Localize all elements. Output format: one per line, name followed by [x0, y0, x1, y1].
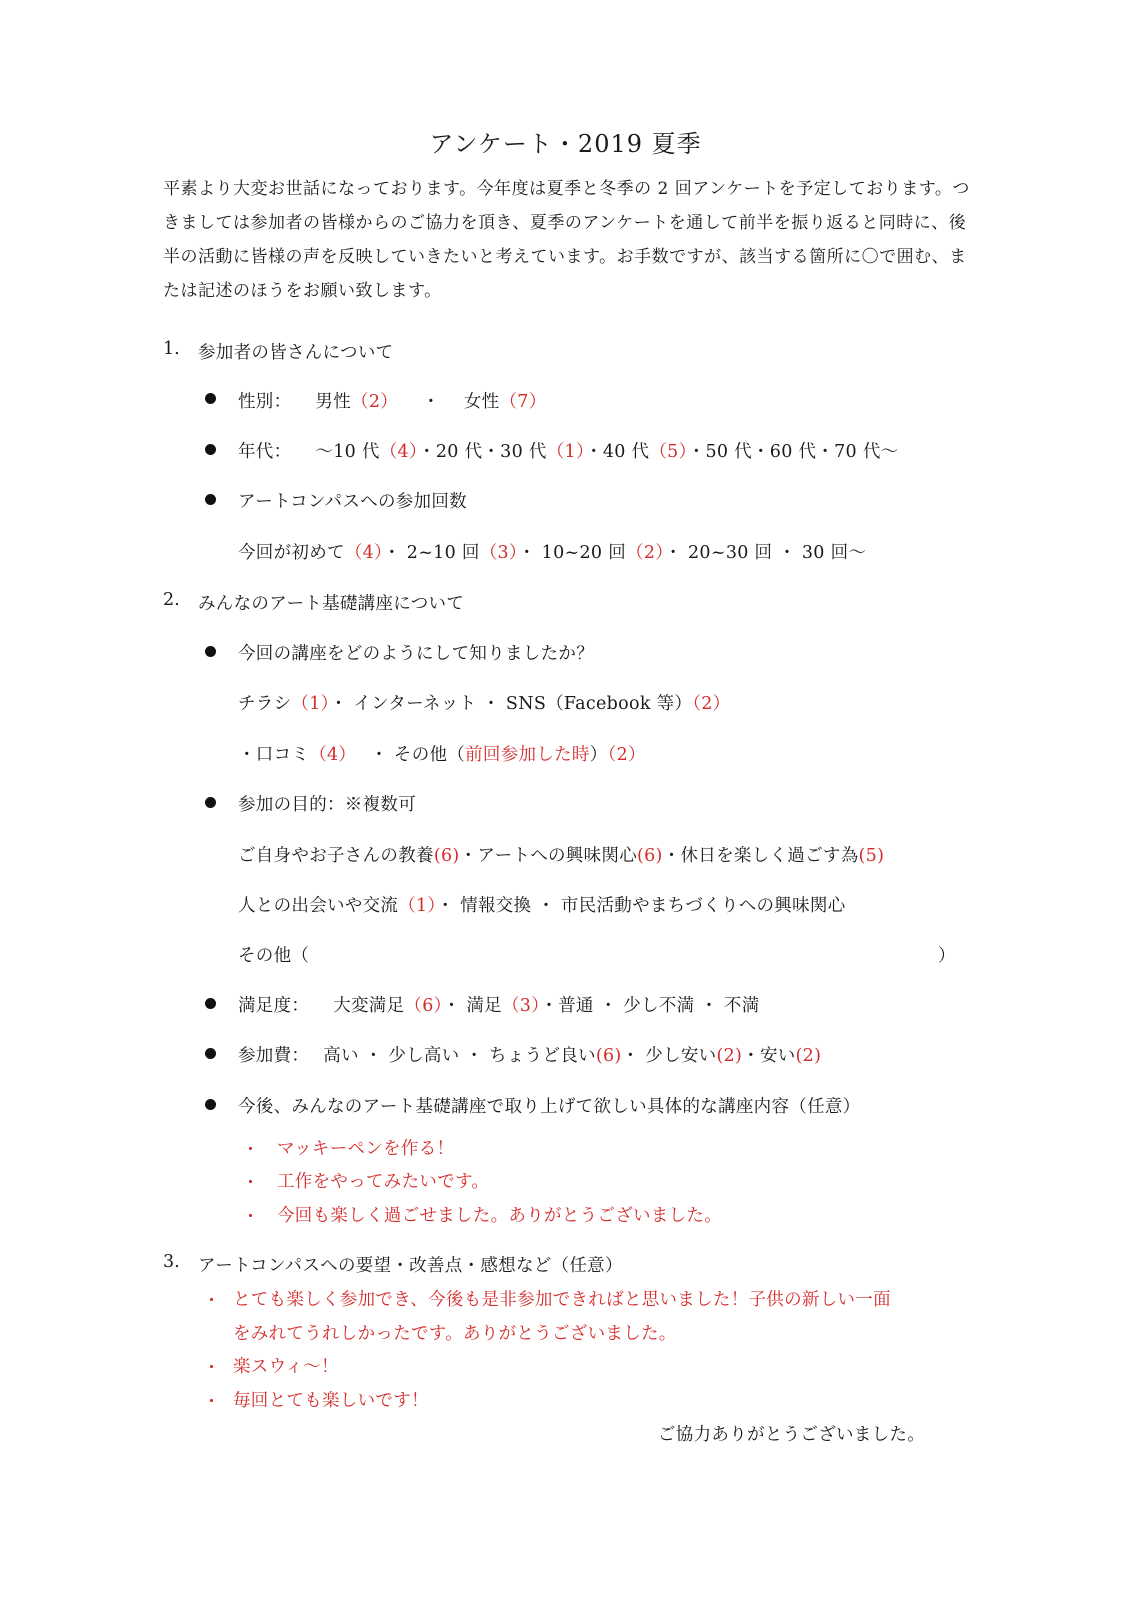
- page-title: アンケート・2019 夏季: [429, 130, 702, 158]
- purpose-row-2: 人との出会いや交流（1）・ 情報交換 ・ 市民活動やまちづくりへの興味関心: [238, 896, 846, 916]
- answer-item: 工作をやってみたいです。: [277, 1172, 490, 1192]
- satisfaction-row: 満足度： 大変満足（6）・ 満足（3）・普通 ・ 少し不満 ・ 不満: [238, 996, 760, 1016]
- gender-row: 性別： 男性（2） ・ 女性（7）: [238, 392, 547, 412]
- feedback-answer-1b: をみれてうれしかったです。ありがとうございました。: [233, 1324, 677, 1344]
- fee-row: 参加費： 高い ・ 少し高い ・ ちょうど良い(6)・ 少し安い(2)・安い(2): [238, 1046, 822, 1066]
- answer-item: 今回も楽しく過ごせました。ありがとうございました。: [277, 1206, 722, 1226]
- how-known-row-2: ・口コミ（4） ・ その他（前回参加した時）（2）: [238, 745, 646, 765]
- answer-bullet: ・: [203, 1392, 220, 1412]
- question-future-topics: 今後、みんなのアート基礎講座で取り上げて欲しい具体的な講座内容（任意）: [238, 1097, 861, 1117]
- answer-bullet: ・: [242, 1140, 259, 1160]
- purpose-other-close: ）: [938, 946, 956, 966]
- bullet-icon: [205, 1048, 216, 1059]
- visits-label: アートコンパスへの参加回数: [238, 492, 467, 512]
- closing-text: ご協力ありがとうございました。: [658, 1425, 925, 1445]
- answer-bullet: ・: [203, 1358, 220, 1378]
- bullet-icon: [205, 797, 216, 808]
- purpose-other-open: その他（: [238, 946, 310, 966]
- bullet-icon: [205, 494, 216, 505]
- intro-paragraph: 平素より大変お世話になっております。今年度は夏季と冬季の 2 回アンケートを予定しております。つきましては参加者の皆様からのご協力を頂き、夏季のアンケートを通して前半を振り返ると同時に、後半の活動に皆様の声を反映していきたいと考えています。お手数ですが、該当する箇所に〇で囲む、または記述のほうをお願い致します。: [163, 179, 970, 301]
- question-how-known: 今回の講座をどのようにして知りましたか？: [238, 644, 594, 664]
- feedback-answer-1a: とても楽しく参加でき、今後も是非参加できればと思いました！子供の新しい一面: [233, 1290, 891, 1310]
- section-1-number: 1.: [163, 339, 180, 359]
- feedback-answer-2: 楽スウィ～！: [233, 1357, 339, 1377]
- section-3-heading: アートコンパスへの要望・改善点・感想など（任意）: [198, 1256, 623, 1276]
- bullet-icon: [205, 646, 216, 657]
- answer-item: マッキーペンを作る！: [277, 1139, 455, 1159]
- age-row: 年代： ～10 代（4）・20 代・30 代（1）・40 代（5）・50 代・60 代・70 代～: [238, 442, 899, 462]
- section-2-heading: みんなのアート基礎講座について: [198, 594, 465, 614]
- bullet-icon: [205, 444, 216, 455]
- how-known-row-1: チラシ（1）・ インターネット ・ SNS（Facebook 等）（2）: [238, 694, 731, 714]
- question-purpose: 参加の目的：※複数可: [238, 795, 416, 815]
- bullet-icon: [205, 1099, 216, 1110]
- bullet-icon: [205, 393, 216, 404]
- section-1-heading: 参加者の皆さんについて: [198, 343, 394, 363]
- section-3-number: 3.: [163, 1252, 180, 1272]
- section-2-number: 2.: [163, 590, 180, 610]
- answer-bullet: ・: [203, 1291, 220, 1311]
- feedback-answer-3: 毎回とても楽しいです！: [233, 1391, 429, 1411]
- purpose-row-1: ご自身やお子さんの教養(6)・アートへの興味関心(6)・休日を楽しく過ごす為(5): [238, 846, 885, 866]
- answer-bullet: ・: [242, 1207, 259, 1227]
- bullet-icon: [205, 998, 216, 1009]
- answer-bullet: ・: [242, 1173, 259, 1193]
- visits-row: 今回が初めて（4）・ 2~10 回（3）・ 10~20 回（2）・ 20~30 回 ・ 30 回～: [238, 543, 867, 563]
